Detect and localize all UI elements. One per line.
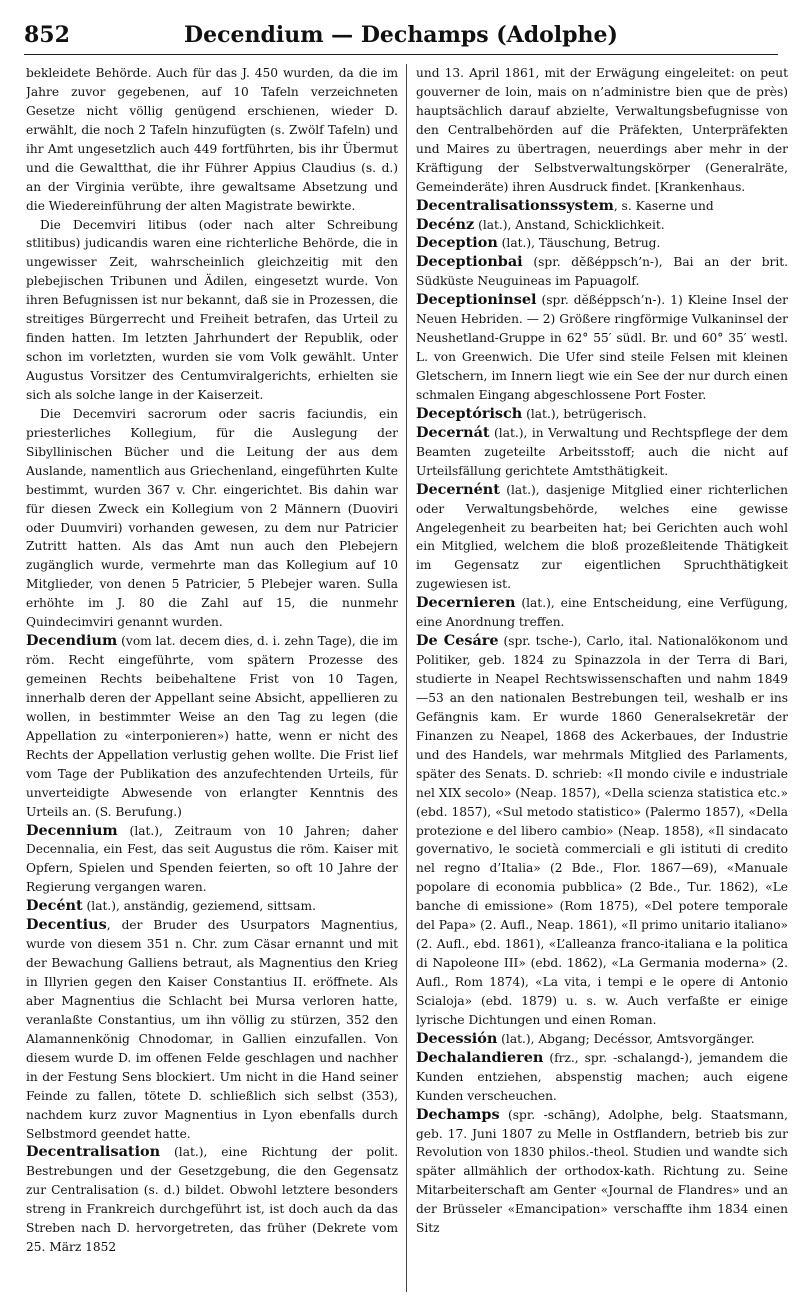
entry-text: (lat.), anständig, geziemend, sittsam. <box>82 899 316 914</box>
page-number: 852 <box>24 22 70 48</box>
entry-text: (lat.), Täuschung, Betrug. <box>497 236 661 251</box>
body-paragraph: Die Decemviri sacrorum oder sacris faciundis, ein priesterliches Kollegium, für die Auslegung der Sibyllinischen Bücher und die Leitung der aus dem Auslande, namentlich aus Griechenland, eingeführten Kulte bestimmt, wurden 367 v. Chr. eingerichtet. Bis dahin war für diesen Zweck ein Kollegium von 2 Männern (Duoviri oder Duumviri) vorhanden gewesen, zu dem nur Patricier Zutritt hatten. Als das Amt nun auch den Plebejern zugänglich wurde, vermehrte man das Kollegium auf 10 Mitglieder, von denen 5 Patricier, 5 Plebejer waren. Sulla erhöhte im J. 80 die Zahl auf 15, die nunmehr Quindecimviri genannt wurden. <box>26 406 398 630</box>
dictionary-entry <box>26 897 398 916</box>
entry-headword: Deception <box>416 234 498 252</box>
entry-headword: Decernént <box>416 480 500 498</box>
entry-headword: Decernieren <box>416 594 516 612</box>
dictionary-entry <box>416 1106 788 1239</box>
entry-headword: Decendium <box>26 632 118 650</box>
dictionary-entry <box>416 481 788 595</box>
dictionary-entry <box>416 291 788 405</box>
right-column <box>416 64 788 1292</box>
dictionary-entry <box>416 1030 788 1049</box>
entry-text: (frz., spr. -schalangd-), jemandem die Kunden entziehen, abspenstig machen; auch eigene Kunden verscheuchen. <box>416 1050 788 1103</box>
entry-text: (vom lat. decem dies, d. i. zehn Tage), die im röm. Recht eingeführte, vom spätern Prozesse des gemeinen Rechts beibehaltene Frist von 10 Tagen, innerhalb deren der Appellant seine Absicht, appellieren zu wollen, in bestimmter Weise an den Tag zu legen (die Appellation zu «interponieren») hatte, wenn er nicht des Rechts der Appellation verlustig gehen wollte. Die Frist lief vom Tage der Publikation des anzufechtenden Urteils, für unverteidigte Abwesende von erlangter Kenntnis des Urteils an. (S. Berufung.) <box>26 634 398 819</box>
column-divider <box>406 64 407 1292</box>
dictionary-entry <box>416 234 788 253</box>
entry-text: , der Bruder des Usurpators Magnentius, wurde von diesem 351 n. Chr. zum Cäsar ernannt und mit der Bewachung Galliens betraut, als Magnentius den Krieg in Illyrien gegen den Kaiser Constantius II. eröffnete. Als aber Magnentius die Schlacht bei Mursa verloren hatte, veranlaßte Constantius, um ihn völlig zu stürzen, 352 den Alamannenkönig Chnodomar, in Gallien einzufallen. Von diesem wurde D. im offenen Felde geschlagen und nachher in der Festung Sens blockiert. Um nicht in die Hand seiner Feinde zu fallen, tötete D. schließlich sich selbst (353), nachdem kurz zuvor Magnentius in Lyon ebenfalls durch Selbstmord geendet hatte. <box>26 918 398 1141</box>
entry-text: (lat.), Zeitraum von 10 Jahren; daher Decennalia, ein Fest, das seit Augustus die röm. Kaiser mit Opfern, Spielen und Spenden feierten, so oft 10 Jahre der Regierung vergangen waren. <box>26 823 398 895</box>
dictionary-entry <box>26 1143 398 1257</box>
entry-text: (lat.), eine Entscheidung, eine Verfügung, eine Anordnung treffen. <box>416 596 788 630</box>
entry-headword: Decentius <box>26 916 107 934</box>
entry-text: (lat.), Abgang; Decéssor, Amtsvorgänger. <box>497 1031 755 1046</box>
dictionary-entry <box>416 253 788 291</box>
entry-text: (lat.), betrügerisch. <box>522 406 647 421</box>
dictionary-entry <box>416 594 788 632</box>
dictionary-entry <box>26 916 398 1143</box>
entry-text: (lat.), eine Richtung der polit. Bestrebungen und der Gesetzgebung, die den Gegensatz zur Centralisation (s. d.) bildet. Obwohl letztere besonders streng in Frankreich durchgeführt ist, ist doch auch da das Streben nach D. hervorgetreten, das früher (Dekrete vom 25. März 1852 <box>26 1145 398 1255</box>
entry-headword: Decentralisationssystem <box>416 196 614 214</box>
dictionary-entry <box>26 822 398 898</box>
entry-headword: Dechamps <box>416 1105 500 1123</box>
dictionary-entry <box>416 197 788 216</box>
entry-text: (spr. dĕßéppsch’n-), Bai an der brit. Südküste Neuguineas im Papuagolf. <box>416 255 788 289</box>
page-header <box>24 14 778 55</box>
entry-headword: Dechalandieren <box>416 1048 544 1066</box>
entry-text: (spr. -schāng), Adolphe, belg. Staatsmann, geb. 17. Juni 1807 zu Melle in Ostflandern, betrieb bis zur Revolution von 1830 philos.-theol. Studien und wandte sich später allmählich der orthodox-kath. Richtung zu. Seine Mitarbeiterschaft am Genter «Journal de Flandres» und an der Brüsseler «Emancipation» verschaffte ihm 1834 einen Sitz <box>416 1107 788 1236</box>
entry-text: (lat.), dasjenige Mitglied einer richterlichen oder Verwaltungsbehörde, welches eine gewisse Angelegenheit zu bearbeiten hat; bei Gerichten auch wohl ein Mitglied, welchem die bloß prozeßleitende Thätigkeit im Gegensatz zur eigentlichen Spruchthätigkeit zugewiesen ist. <box>416 482 788 592</box>
entry-headword: Deceptioninsel <box>416 291 537 309</box>
running-title: Decendium — Dechamps (Adolphe) <box>184 22 618 48</box>
body-paragraph: und 13. April 1861, mit der Erwägung eingeleitet: on peut gouverner de loin, mais on n’administre bien que de près) hauptsächlich darauf abzielte, Verwaltungsbefugnisse von den Centralbehörden auf die Präfekten, Unterpräfekten und Maires zu übertragen, neuerdings aber mehr in der Kräftigung der Selbstverwaltungskörper (Generalräte, Gemeinderäte) ihren Ausdruck findet. [Krankenhaus. <box>416 66 788 194</box>
left-column <box>26 64 398 1292</box>
body-paragraph: Die Decemviri litibus (oder nach alter Schreibung stlitibus) judicandis waren eine richterliche Behörde, die in ungewisser Zeit, wahrscheinlich gleichzeitig mit den plebejischen Tribunen und Ädilen, eingesetzt wurde. Von ihren Befugnissen ist nur bekannt, daß sie in Prozessen, die streitiges Bürgerrecht und Freiheit betrafen, das Urteil zu finden hatten. Im letzten Jahrhundert der Republik, oder schon im vorletzten, wurden sie vom Volk gewählt. Unter Augustus Vorsitzer des Centumviralgerichts, erhielten sie sich als solche lange in der Kaiserzeit. <box>26 217 398 402</box>
entry-text: (spr. tsche-), Carlo, ital. Nationalökonom und Politiker, geb. 1824 zu Spinazzola in der Terra di Bari, studierte in Neapel Rechtswissenschaften und nahm 1849—53 an den nationalen Bestrebungen teil, weshalb er ins Gefängnis kam. Er wurde 1860 Generalsekretär der Finanzen zu Neapel, 1868 des Ackerbaues, der Industrie und des Handels, war mehrmals Mitglied des Parlaments, später des Senats. D. schrieb: «Il mondo civile e industriale nel XIX secolo» (Neap. 1857), «Della scienza statistica etc.» (ebd. 1857), «Sul metodo statistico» (Palermo 1857), «Della protezione e del libero cambio» (Neap. 1858), «Il sindacato governativo, le società commerciali e gli istituti di credito nel regno d’Italia» (2 Bde., Flor. 1867—69), «Manuale popolare di economia pubblica» (2 Bde., Tur. 1862), «Le banche di emissione» (Rom 1875), «Del potere temporale del Papa» (2. Aufl., Neap. 1861), «Il primo unitario italiano» (2. Aufl., ebd. 1861), «L’alleanza franco-italiana e la politica di Napoleone III» (ebd. 1862), «La Germania moderna» (2. Aufl., Rom 1874), «La vita, i tempi e le opere di Antonio Scialoja» (ebd. 1879) u. s. w. Auch verfaßte er einige lyrische Dichtungen und einen Roman. <box>416 634 788 1027</box>
entry-headword: Decént <box>26 897 83 915</box>
entry-text: (spr. dĕßéppsch’n-). 1) Kleine Insel der Neuen Hebriden. — 2) Größere ringförmige Vulkaninsel der Neushetland-Gruppe in 62° 55′ südl. Br. und 60° 35′ westl. L. von Greenwich. Die Ufer sind steile Felsen mit kleinen Gletschern, im Innern liegt wie ein See der nur durch einen schmalen Eingang abgeschlossene Port Foster. <box>416 293 788 402</box>
entry-text: (lat.), Anstand, Schicklichkeit. <box>474 217 665 232</box>
entry-headword: Deceptórisch <box>416 404 523 422</box>
entry-headword: Deceptionbai <box>416 253 523 271</box>
entry-headword: Decessión <box>416 1029 498 1047</box>
dictionary-entry <box>416 632 788 1030</box>
dictionary-entry <box>416 1049 788 1106</box>
entry-headword: Decentralisation <box>26 1143 161 1161</box>
entry-headword: Decennium <box>26 821 118 839</box>
entry-text: , s. Kaserne und <box>613 198 714 213</box>
entry-headword: De Cesáre <box>416 632 499 650</box>
dictionary-entry <box>416 424 788 481</box>
entry-text: (lat.), in Verwaltung und Rechtspflege der dem Beamten zugeteilte Arbeitsstoff; auch die nicht auf Urteilsfällung gerichtete Amtsthätigkeit. <box>416 425 788 478</box>
entry-headword: Decénz <box>416 215 475 233</box>
body-paragraph: bekleidete Behörde. Auch für das J. 450 wurden, da die im Jahre zuvor gegebenen, auf 10 Tafeln verzeichneten Gesetze nicht völlig genügend erschienen, wieder D. erwählt, die noch 2 Tafeln hinzufügten (s. Zwölf Tafeln) und ihr Amt ungesetzlich auch 449 fortführten, bis ihr Übermut und die Gewaltthat, die ihr Führer Appius Claudius (s. d.) an der Virginia verübte, ihre gewaltsame Absetzung und die Wiedereinführung der alten Magistrate bewirkte. <box>26 66 398 213</box>
dictionary-entry <box>416 216 788 235</box>
dictionary-entry <box>26 632 398 821</box>
dictionary-entry <box>416 405 788 424</box>
entry-headword: Decernát <box>416 423 490 441</box>
